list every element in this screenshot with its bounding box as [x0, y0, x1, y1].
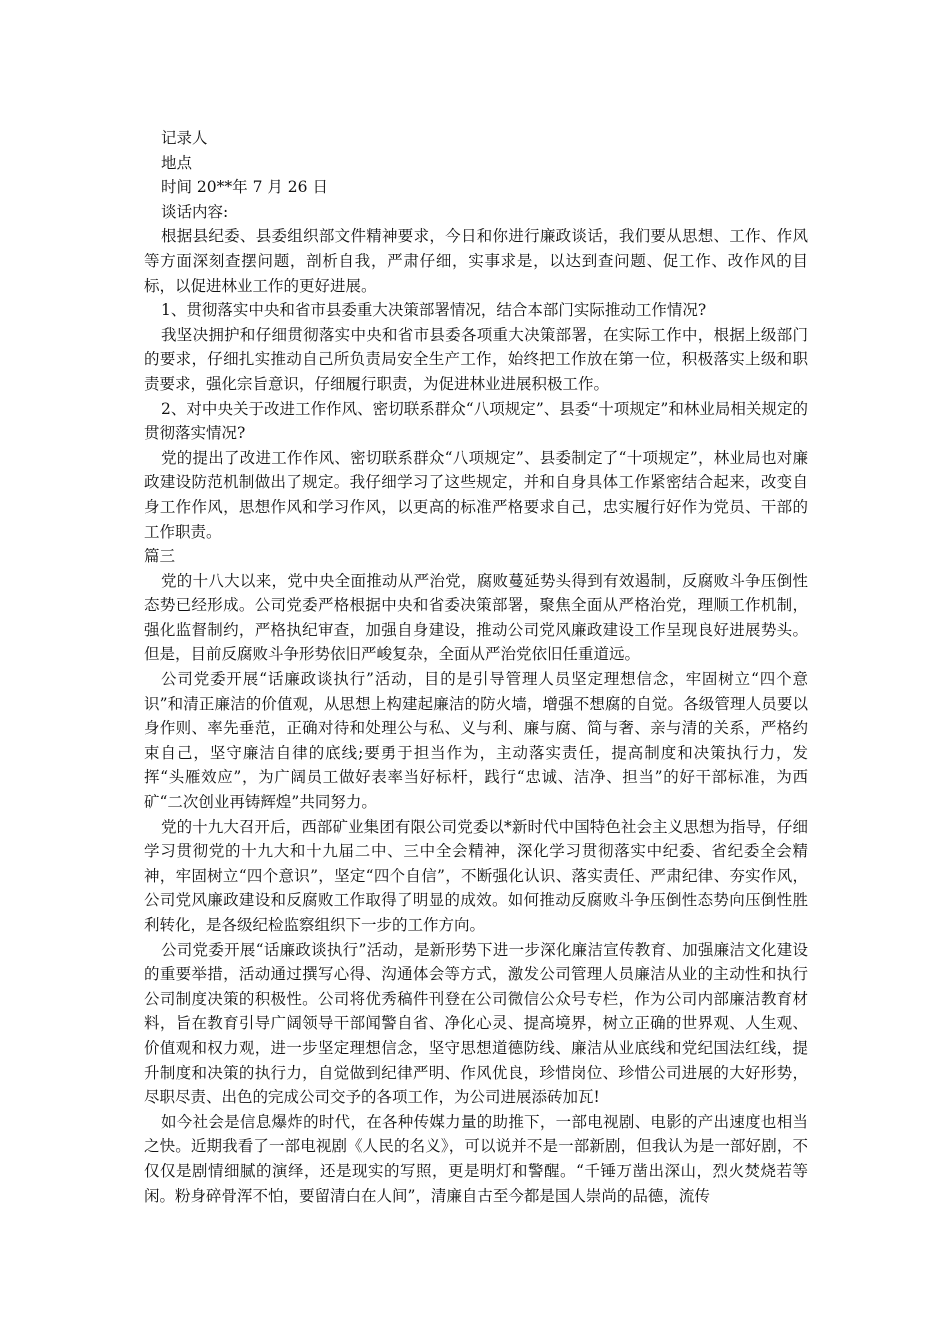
recorder-field: 记录人	[161, 129, 208, 147]
question-2: 2、对中央关于改进工作作风、密切联系群众“八项规定”、县委“十项规定”和林业局相关规定的贯彻落实情况?	[144, 399, 808, 443]
section-title: 篇三	[144, 547, 176, 566]
location-field: 地点	[161, 153, 193, 172]
document-page	[144, 126, 808, 1208]
paragraph: 党的十八大以来，党中央全面推动从严治党，腐败蔓延势头得到有效遏制，反腐败斗争压倒性态势已经形成。公司党委严格根据中央和省委决策部署，聚焦全面从严格治党，理顺工作机制，强化监督制约，严格执纪审查，加强自身建设，推动公司党风廉政建设工作呈现良好进展势头。但是，目前反腐败斗争形势依旧严峻复杂，全面从严治党依旧任重道远。	[144, 571, 808, 664]
paragraph: 如今社会是信息爆炸的时代，在各种传媒力量的助推下，一部电视剧、电影的产出速度也相当之快。近期我看了一部电视剧《人民的名义》，可以说并不是一部新剧，但我认为是一部好剧，不仅仅是剧情细腻的演绎，还是现实的写照，更是明灯和警醒。“千锤万凿出深山，烈火焚烧若等闲。粉身碎骨浑不怕，要留清白在人间”，清廉自古至今都是国人崇尚的品德，流传	[144, 1112, 808, 1205]
content-label: 谈话内容:	[161, 202, 229, 221]
question-1: 1、贯彻落实中央和省市县委重大决策部署情况，结合本部门实际推动工作情况?	[161, 301, 707, 320]
paragraph: 公司党委开展“话廉政谈执行”活动，目的是引导管理人员坚定理想信念，牢固树立“四个意识”和清正廉洁的价值观，从思想上构建起廉洁的防火墙，增强不想腐的自觉。各级管理人员要以身作则、率先垂范，正确对待和处理公与私、义与利、廉与腐、简与奢、亲与清的关系，严格约束自己，坚守廉洁自律的底线;要勇于担当作为，主动落实责任，提高制度和决策执行力，发挥“头雁效应”，为广阔员工做好表率当好标杆，践行“忠诚、洁净、担当”的好干部标准，为西矿“二次创业再铸辉煌”共同努力。	[144, 670, 808, 812]
paragraph: 党的十九大召开后，西部矿业集团有限公司党委以*新时代中国特色社会主义思想为指导，仔细学习贯彻党的十九大和十九届二中、三中全会精神，深化学习贯彻落实中纪委、省纪委全会精神，牢固树立“四个意识”，坚定“四个自信”，不断强化认识、落实责任、严肃纪律、夯实作风，公司党风廉政建设和反腐败工作取得了明显的成效。如何推动反腐败斗争压倒性态势向压倒性胜利转化，是各级纪检监察组织下一步的工作方向。	[144, 817, 808, 934]
answer-2: 党的提出了改进工作作风、密切联系群众“八项规定”、县委制定了“十项规定”，林业局也对廉政建设防范机制做出了规定。我仔细学习了这些规定，并和自身具体工作紧密结合起来，改变自身工作作风，思想作风和学习作风，以更高的标准严格要求自己，忠实履行好作为党员、干部的工作职责。	[144, 448, 808, 541]
paragraph: 公司党委开展“话廉政谈执行”活动，是新形势下进一步深化廉洁宣传教育、加强廉洁文化建设的重要举措，活动通过撰写心得、沟通体会等方式，激发公司管理人员廉洁从业的主动性和执行公司制度决策的积极性。公司将优秀稿件刊登在公司微信公众号专栏，作为公司内部廉洁教育材料，旨在教育引导广阔领导干部闻警自省、净化心灵、提高境界，树立正确的世界观、人生观、价值观和权力观，进一步坚定理想信念，坚守思想道德防线、廉洁从业底线和党纪国法红线，提升制度和决策的执行力，自觉做到纪律严明、作风优良，珍惜岗位、珍惜公司进展的大好形势，尽职尽责、出色的完成公司交予的各项工作，为公司进展添砖加瓦!	[144, 940, 808, 1107]
paragraph-intro: 根据县纪委、县委组织部文件精神要求，今日和你进行廉政谈话，我们要从思想、工作、作风等方面深刻查摆问题，剖析自我，严肃仔细，实事求是，以达到查问题、促工作、改作风的目标，以促进林业工作的更好进展。	[144, 227, 808, 295]
answer-1: 我坚决拥护和仔细贯彻落实中央和省市县委各项重大决策部署，在实际工作中，根据上级部门的要求，仔细扎实推动自己所负责局安全生产工作，始终把工作放在第一位，积极落实上级和职责要求，强化宗旨意识，仔细履行职责，为促进林业进展积极工作。	[144, 325, 808, 393]
time-field: 时间 20**年 7 月 26 日	[161, 178, 328, 197]
